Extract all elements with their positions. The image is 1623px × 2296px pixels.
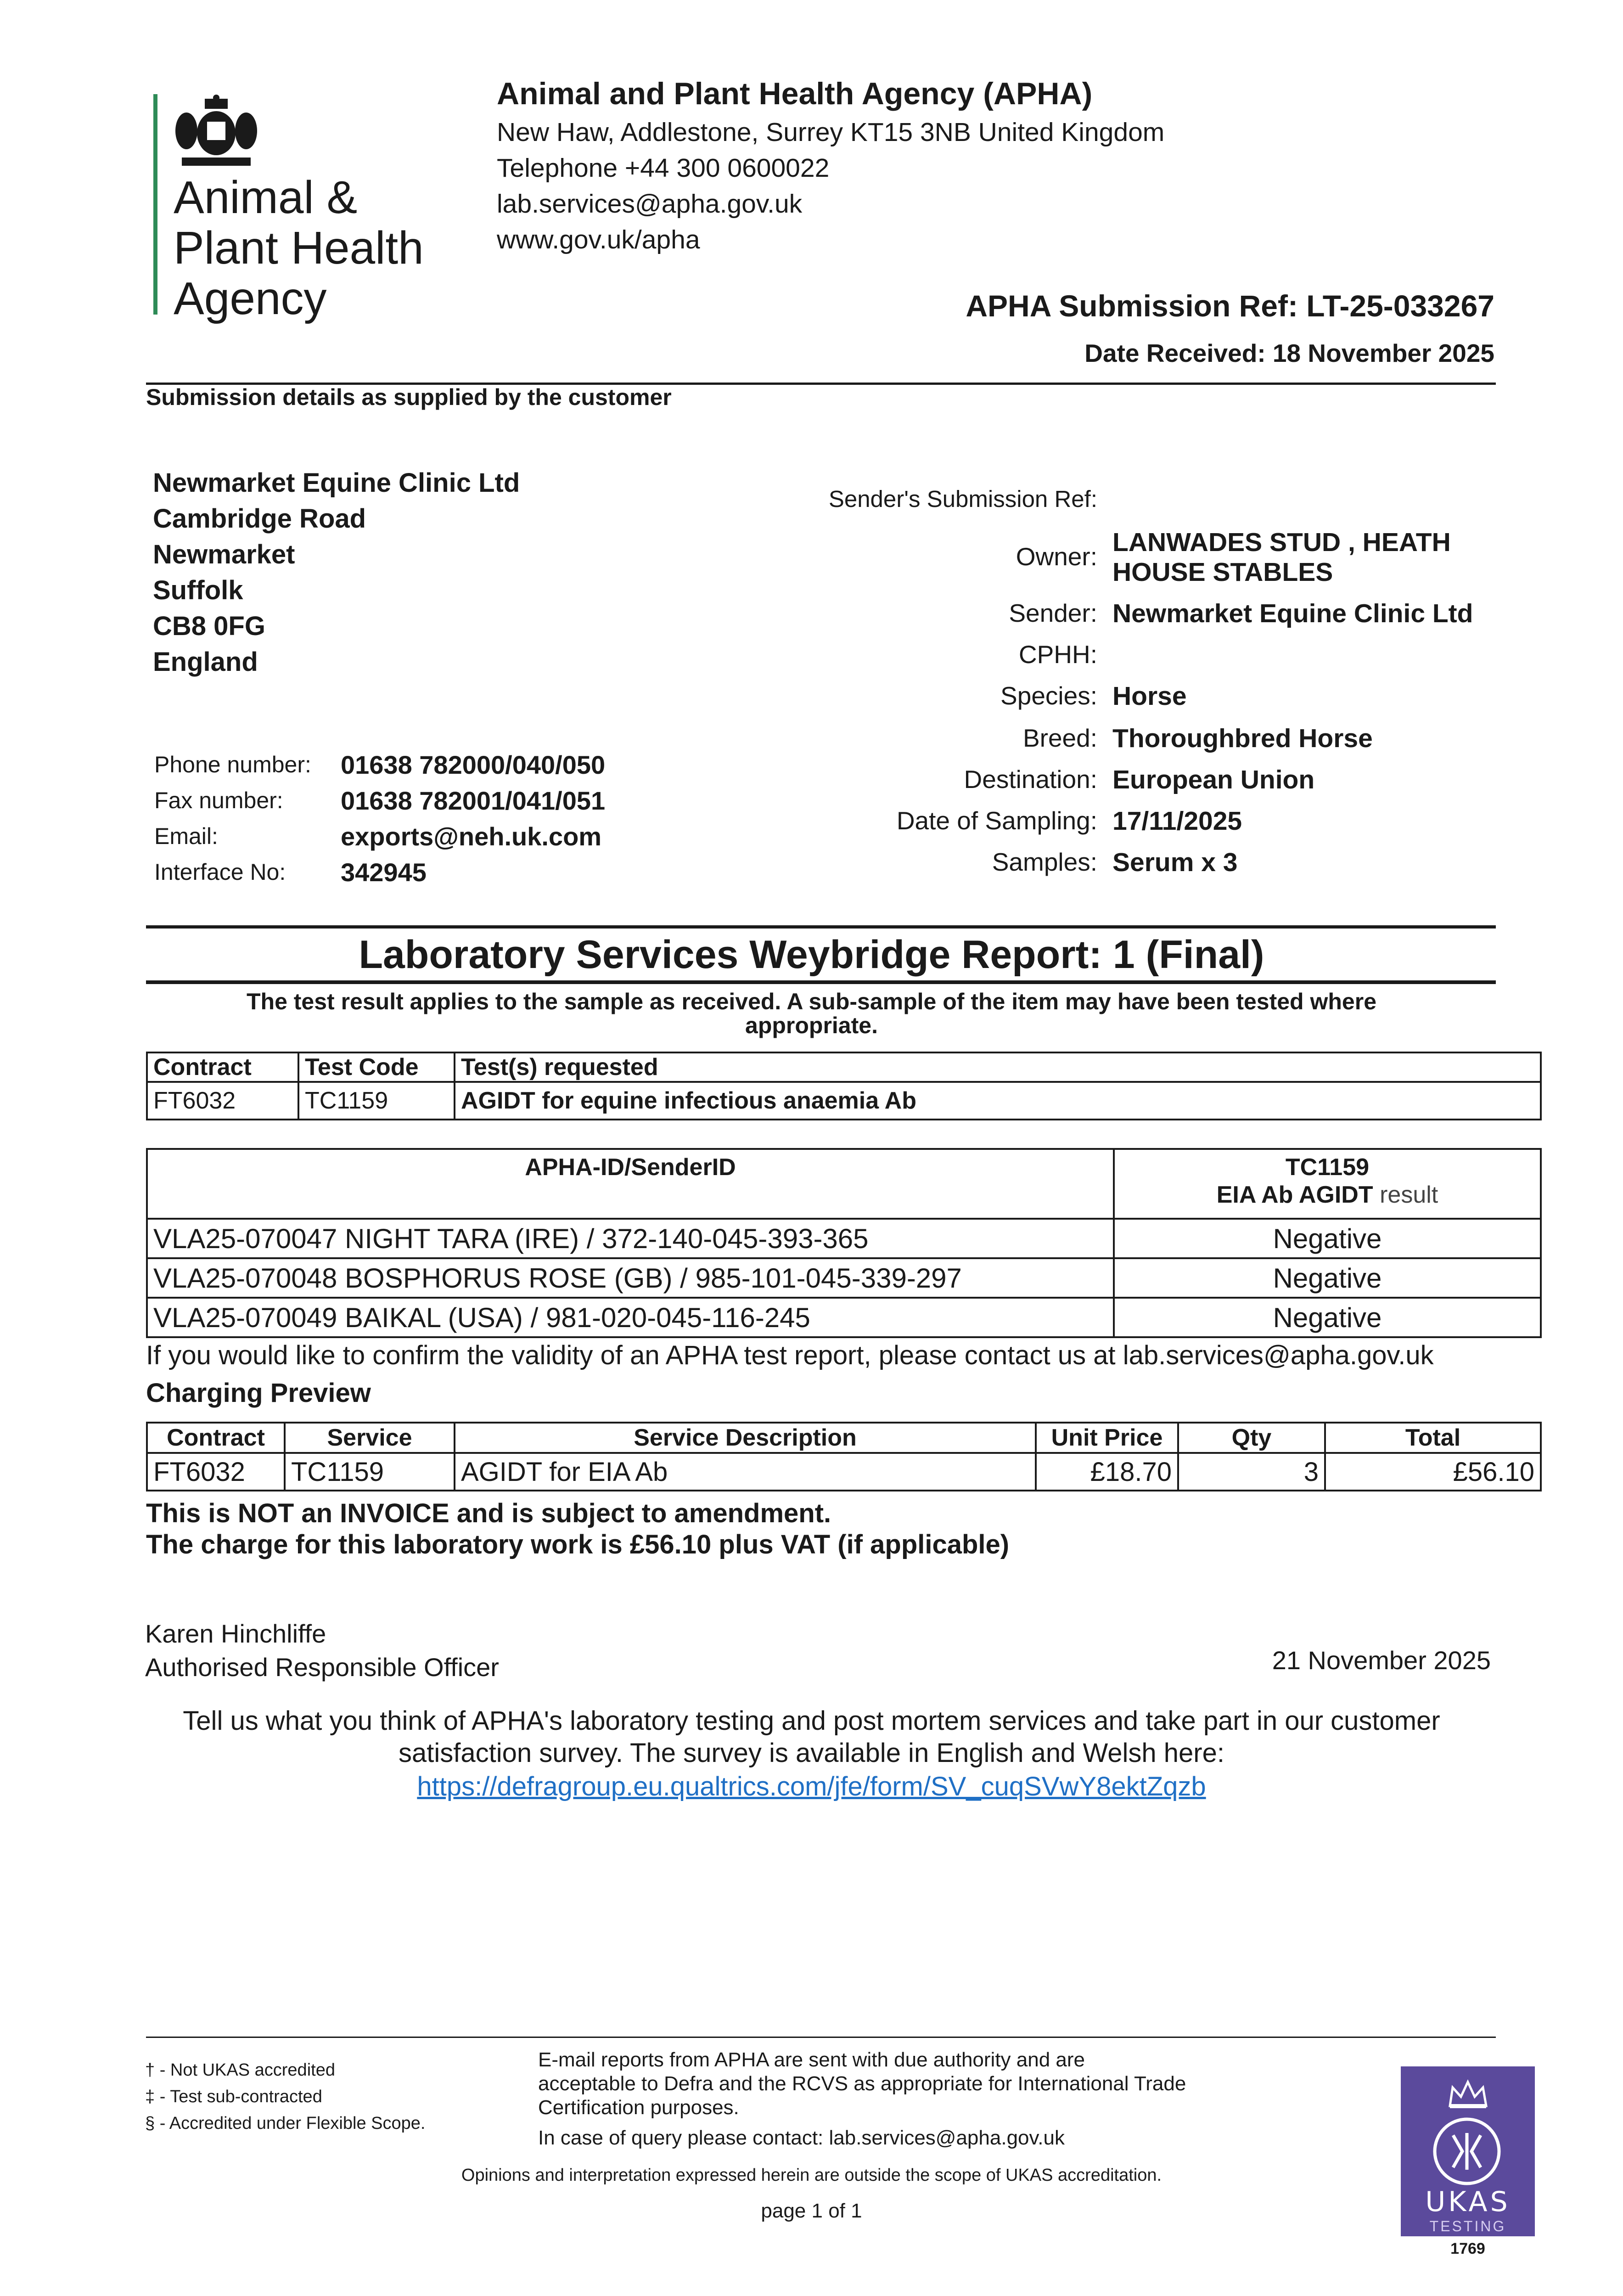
header-contract: Contract — [147, 1423, 285, 1453]
interface-label: Interface No: — [154, 859, 286, 885]
survey-link[interactable]: https://defragroup.eu.qualtrics.com/jfe/form/SV_cuqSVwY8ektZqzb — [417, 1772, 1206, 1801]
ukas-label: UKAS — [1425, 2186, 1511, 2218]
email-note — [538, 2048, 1186, 2120]
cell-sample-id: VLA25-070049 BAIKAL (USA) / 981-020-045-116-245 — [147, 1298, 1114, 1337]
fax-label: Fax number: — [154, 788, 283, 813]
signer-name: Karen Hinchliffe — [145, 1619, 326, 1648]
footnote-sub-contracted: ‡ - Test sub-contracted — [145, 2087, 322, 2106]
ukas-emblem-icon — [1428, 2112, 1506, 2190]
owner-label: Owner: — [1016, 542, 1097, 571]
cell-total: £56.10 — [1325, 1453, 1541, 1491]
report-note — [0, 990, 1623, 1037]
opinions-note: Opinions and interpretation expressed herein are outside the scope of UKAS accreditation. — [461, 2166, 1162, 2185]
header-tests-requested: Test(s) requested — [455, 1052, 1541, 1082]
org-telephone: Telephone +44 300 0600022 — [497, 153, 830, 183]
ukas-sub-label: TESTING — [1429, 2218, 1506, 2234]
address-line: Newmarket — [153, 540, 295, 569]
result-header-result-word: result — [1380, 1182, 1438, 1208]
address-line: CB8 0FG — [153, 611, 265, 641]
footer-divider — [146, 2037, 1496, 2038]
cell-test-requested: AGIDT for equine infectious anaemia Ab — [455, 1082, 1541, 1120]
cell-result: Negative — [1114, 1258, 1541, 1298]
results-table — [146, 1148, 1542, 1338]
cell-contract: FT6032 — [147, 1082, 298, 1120]
royal-crest-icon — [173, 94, 260, 170]
destination-label: Destination: — [964, 765, 1097, 793]
crown-icon — [1446, 2078, 1490, 2110]
header-qty: Qty — [1178, 1423, 1325, 1453]
cell-sample-id: VLA25-070048 BOSPHORUS ROSE (GB) / 985-101-045-339-297 — [147, 1258, 1114, 1298]
header-result — [1114, 1149, 1541, 1219]
table-row — [147, 1082, 1541, 1120]
address-line: Cambridge Road — [153, 504, 366, 534]
footnote-flexible-scope: § - Accredited under Flexible Scope. — [145, 2114, 426, 2133]
validity-text: If you would like to confirm the validity of an APHA test report, please contact us at lab.services@apha.gov.uk — [146, 1340, 1434, 1370]
email-value: exports@neh.uk.com — [341, 822, 602, 851]
org-website: www.gov.uk/apha — [497, 225, 700, 254]
header-total: Total — [1325, 1423, 1541, 1453]
footnote-not-accredited: † - Not UKAS accredited — [145, 2060, 335, 2080]
table-row — [147, 1453, 1541, 1491]
charging-heading: Charging Preview — [146, 1378, 371, 1408]
address-line: England — [153, 647, 258, 677]
cphh-label: CPHH: — [1018, 640, 1097, 669]
samples-label: Samples: — [992, 848, 1097, 876]
phone-label: Phone number: — [154, 752, 311, 777]
org-address: New Haw, Addlestone, Surrey KT15 3NB United Kingdom — [497, 118, 1165, 147]
destination-value: European Union — [1112, 765, 1315, 794]
report-divider-top — [146, 925, 1496, 929]
email-note-line: acceptable to Defra and the RCVS as appropriate for International Trade — [538, 2072, 1186, 2095]
owner-value-1: LANWADES STUD , HEATH — [1112, 528, 1451, 557]
agency-logo-text — [174, 172, 424, 324]
table-row — [147, 1219, 1541, 1258]
not-invoice-notice: This is NOT an INVOICE and is subject to amendment. — [146, 1498, 831, 1528]
org-title: Animal and Plant Health Agency (APHA) — [497, 76, 1093, 111]
email-note-line: E-mail reports from APHA are sent with due authority and are — [538, 2048, 1085, 2071]
query-note: In case of query please contact: lab.services@apha.gov.uk — [538, 2127, 1065, 2149]
header-service-description: Service Description — [455, 1423, 1036, 1453]
agency-line-2: Plant Health — [174, 222, 424, 274]
address-line: Newmarket Equine Clinic Ltd — [153, 468, 520, 498]
fax-value: 01638 782001/041/051 — [341, 786, 606, 815]
charging-table — [146, 1422, 1542, 1491]
samples-value: Serum x 3 — [1112, 848, 1238, 877]
result-header-test-name: EIA Ab AGIDT — [1216, 1182, 1373, 1208]
species-value: Horse — [1112, 681, 1187, 711]
table-row — [147, 1298, 1541, 1337]
email-note-line: Certification purposes. — [538, 2096, 739, 2119]
email-label: Email: — [154, 823, 218, 849]
header-test-code: Test Code — [298, 1052, 455, 1082]
report-note-line-1: The test result applies to the sample as received. A sub-sample of the item may have been tested where — [246, 989, 1376, 1014]
sender-value: Newmarket Equine Clinic Ltd — [1112, 599, 1473, 628]
cell-service: TC1159 — [285, 1453, 455, 1491]
sender-ref-label: Sender's Submission Ref: — [828, 486, 1097, 512]
table-row — [147, 1258, 1541, 1298]
breed-label: Breed: — [1022, 724, 1097, 752]
survey-text-2: satisfaction survey. The survey is available in English and Welsh here: — [399, 1738, 1224, 1768]
ukas-number: 1769 — [1450, 2240, 1485, 2257]
cell-qty: 3 — [1178, 1453, 1325, 1491]
submission-ref: APHA Submission Ref: LT-25-033267 — [966, 289, 1494, 323]
cell-service-description: AGIDT for EIA Ab — [455, 1453, 1036, 1491]
table-header-row — [147, 1052, 1541, 1082]
address-line: Suffolk — [153, 575, 243, 605]
cell-result: Negative — [1114, 1298, 1541, 1337]
report-title: Laboratory Services Weybridge Report: 1 (Final) — [359, 933, 1264, 977]
report-divider-bottom — [146, 980, 1496, 984]
submission-details-heading: Submission details as supplied by the customer — [146, 384, 672, 410]
phone-value: 01638 782000/040/050 — [341, 750, 606, 779]
table-header-row — [147, 1423, 1541, 1453]
agency-line-1: Animal & — [174, 172, 358, 223]
survey-text-1: Tell us what you think of APHA's laboratory testing and post mortem services and take part in our customer — [183, 1706, 1440, 1736]
date-received: Date Received: 18 November 2025 — [1084, 339, 1494, 367]
header-contract: Contract — [147, 1052, 298, 1082]
header-service: Service — [285, 1423, 455, 1453]
header-unit-price: Unit Price — [1036, 1423, 1178, 1453]
cell-result: Negative — [1114, 1219, 1541, 1258]
report-note-line-2: appropriate. — [745, 1013, 878, 1038]
charge-summary: The charge for this laboratory work is £56.10 plus VAT (if applicable) — [146, 1530, 1010, 1559]
owner-value-2: HOUSE STABLES — [1112, 557, 1333, 587]
signoff-date: 21 November 2025 — [1272, 1646, 1491, 1675]
logo-accent-bar — [153, 94, 157, 315]
cell-unit-price: £18.70 — [1036, 1453, 1178, 1491]
cell-test-code: TC1159 — [298, 1082, 455, 1120]
sender-label: Sender: — [1009, 599, 1097, 627]
table-header-row — [147, 1149, 1541, 1219]
sampling-date-value: 17/11/2025 — [1112, 806, 1242, 836]
tests-table — [146, 1052, 1542, 1120]
header-apha-id: APHA-ID/SenderID — [147, 1149, 1114, 1219]
result-header-test — [1120, 1181, 1534, 1209]
cell-contract: FT6032 — [147, 1453, 285, 1491]
signer-role: Authorised Responsible Officer — [145, 1653, 499, 1682]
result-header-code: TC1159 — [1285, 1154, 1370, 1181]
org-email: lab.services@apha.gov.uk — [497, 189, 803, 219]
species-label: Species: — [1000, 681, 1097, 710]
sampling-date-label: Date of Sampling: — [896, 806, 1097, 835]
agency-line-3: Agency — [174, 273, 327, 324]
page-number: page 1 of 1 — [761, 2200, 862, 2222]
cell-sample-id: VLA25-070047 NIGHT TARA (IRE) / 372-140-045-393-365 — [147, 1219, 1114, 1258]
interface-value: 342945 — [341, 858, 427, 887]
breed-value: Thoroughbred Horse — [1112, 724, 1373, 753]
